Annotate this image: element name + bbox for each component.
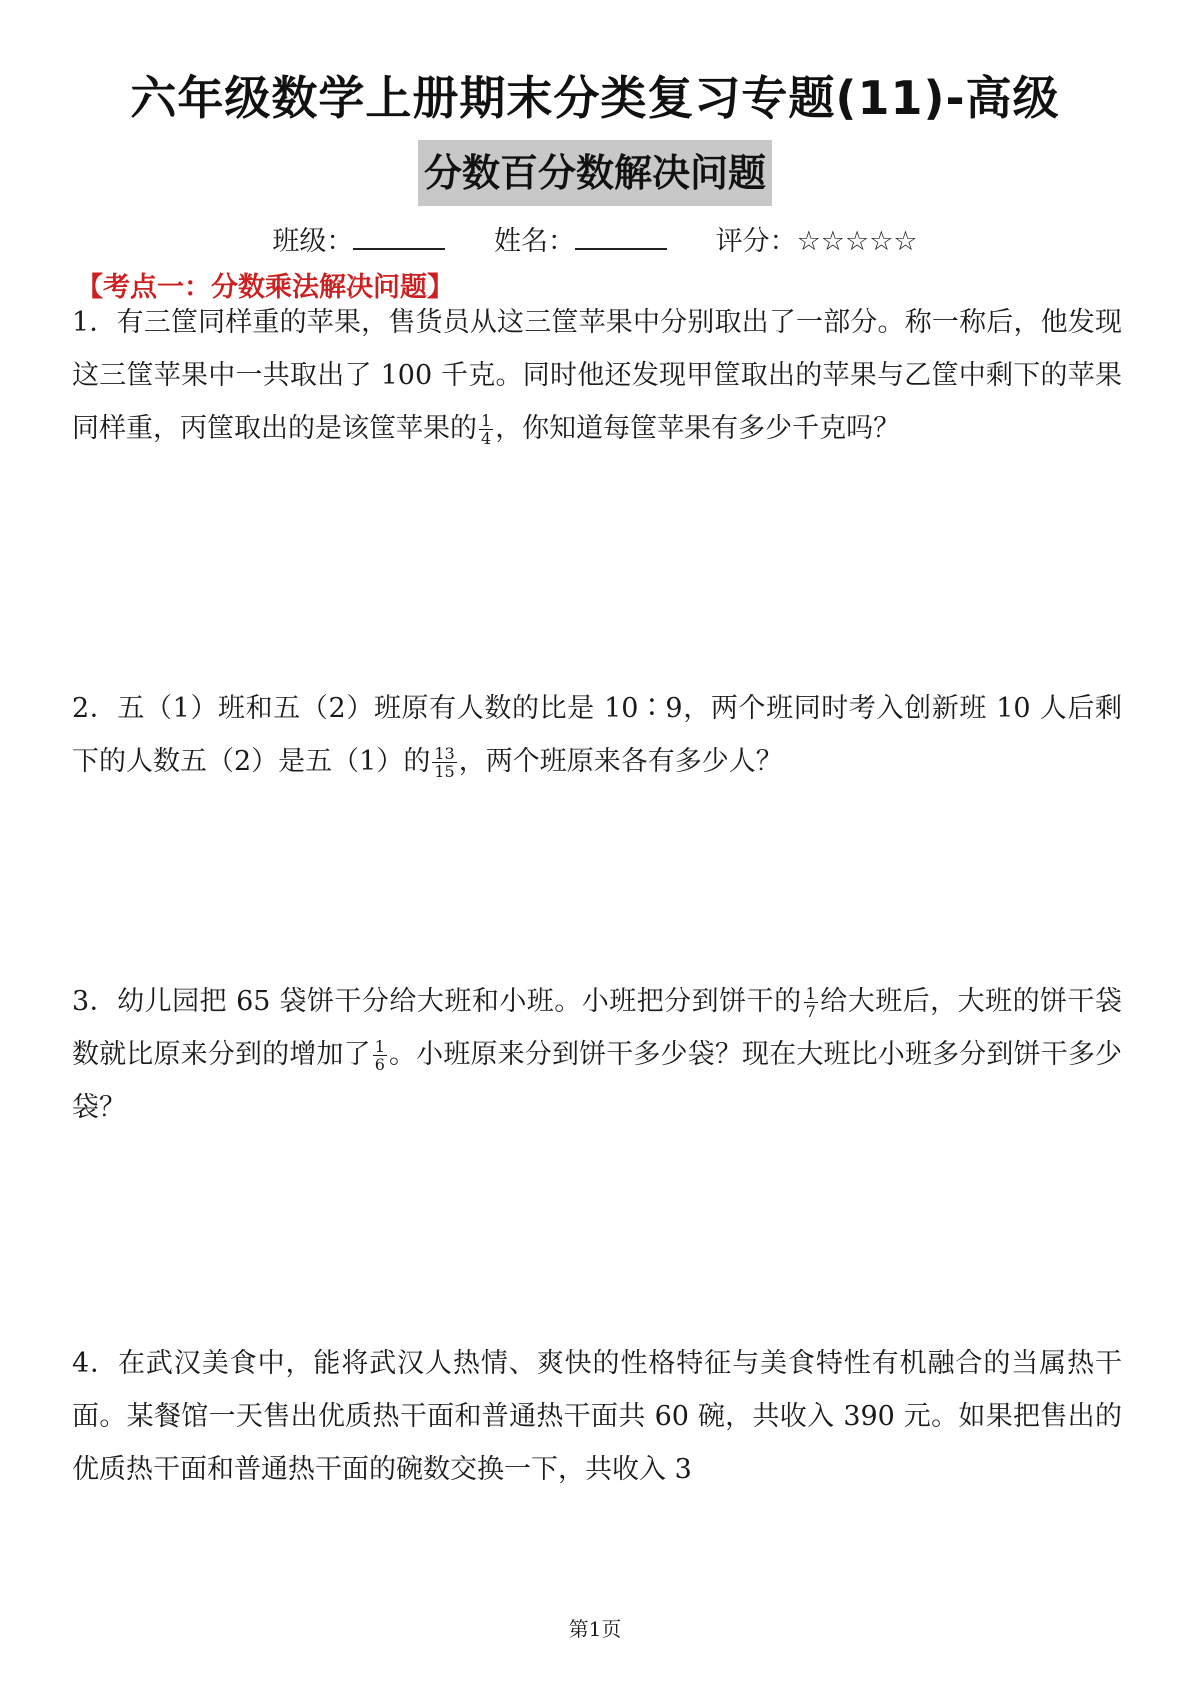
class-label: 班级： — [272, 226, 354, 257]
question-3 — [72, 975, 1122, 1134]
fraction-numerator: 1 — [805, 984, 816, 1003]
score-field — [716, 226, 918, 257]
score-stars: ☆☆☆☆☆ — [796, 226, 918, 257]
question-4 — [72, 1337, 1122, 1496]
fraction — [373, 1038, 387, 1073]
fraction-denominator: 7 — [805, 1002, 816, 1021]
subtitle-container — [0, 140, 1190, 206]
fraction — [804, 985, 818, 1020]
question-4-text: 4．在武汉美食中，能将武汉人热情、爽快的性格特征与美食特性有机融合的当属热干面。某餐馆一天售出优质热干面和普通热干面共 60 碗，共收入 390 元。如果把售出的优质热干面和普通热干面的碗数交换一下，共收入 3 — [72, 1348, 1122, 1485]
name-field — [494, 226, 676, 257]
class-field — [272, 226, 454, 257]
fraction — [479, 412, 493, 447]
fraction-numerator: 1 — [481, 411, 492, 430]
question-3-text-mid: 给大班后，大班的饼干袋数就比原来分到的增加了 — [72, 986, 1123, 1070]
class-blank[interactable] — [353, 226, 445, 250]
fraction-denominator: 15 — [434, 762, 455, 781]
fraction-numerator: 1 — [374, 1037, 385, 1056]
page-subtitle: 分数百分数解决问题 — [418, 140, 772, 206]
fraction — [432, 745, 456, 780]
name-label: 姓名： — [493, 226, 575, 257]
name-blank[interactable] — [575, 226, 667, 250]
question-2 — [72, 682, 1122, 788]
fraction-numerator: 13 — [434, 744, 455, 763]
question-2-text-end: ，两个班原来各有多少人？ — [458, 746, 783, 777]
student-info-row — [0, 222, 1190, 262]
section-heading: 【考点一：分数乘法解决问题】 — [76, 272, 454, 303]
question-1 — [72, 296, 1122, 455]
page-title: 六年级数学上册期末分类复习专题(11)-高级 — [130, 71, 1060, 125]
question-1-text-end: ，你知道每筐苹果有多少千克吗？ — [495, 413, 901, 444]
question-1-text: 1．有三筐同样重的苹果，售货员从这三筐苹果中分别取出了一部分。称一称后，他发现这三筐苹果中一共取出了 100 千克。同时他还发现甲筐取出的苹果与乙筐中剩下的苹果同样重，丙筐取出的是该筐苹果的 — [72, 307, 1122, 444]
page-number: 第1页 — [568, 1617, 622, 1641]
fraction-denominator: 6 — [374, 1055, 385, 1074]
score-label: 评分： — [715, 226, 797, 257]
question-2-text: 2．五（1）班和五（2）班原有人数的比是 10∶9，两个班同时考入创新班 10 人后剩下的人数五（2）是五（1）的 — [72, 693, 1122, 777]
question-3-text: 3．幼儿园把 65 袋饼干分给大班和小班。小班把分到饼干的 — [72, 986, 802, 1017]
fraction-denominator: 4 — [481, 429, 492, 448]
question-3-text-end: 。小班原来分到饼干多少袋？现在大班比小班多分到饼干多少袋？ — [72, 1039, 1123, 1123]
